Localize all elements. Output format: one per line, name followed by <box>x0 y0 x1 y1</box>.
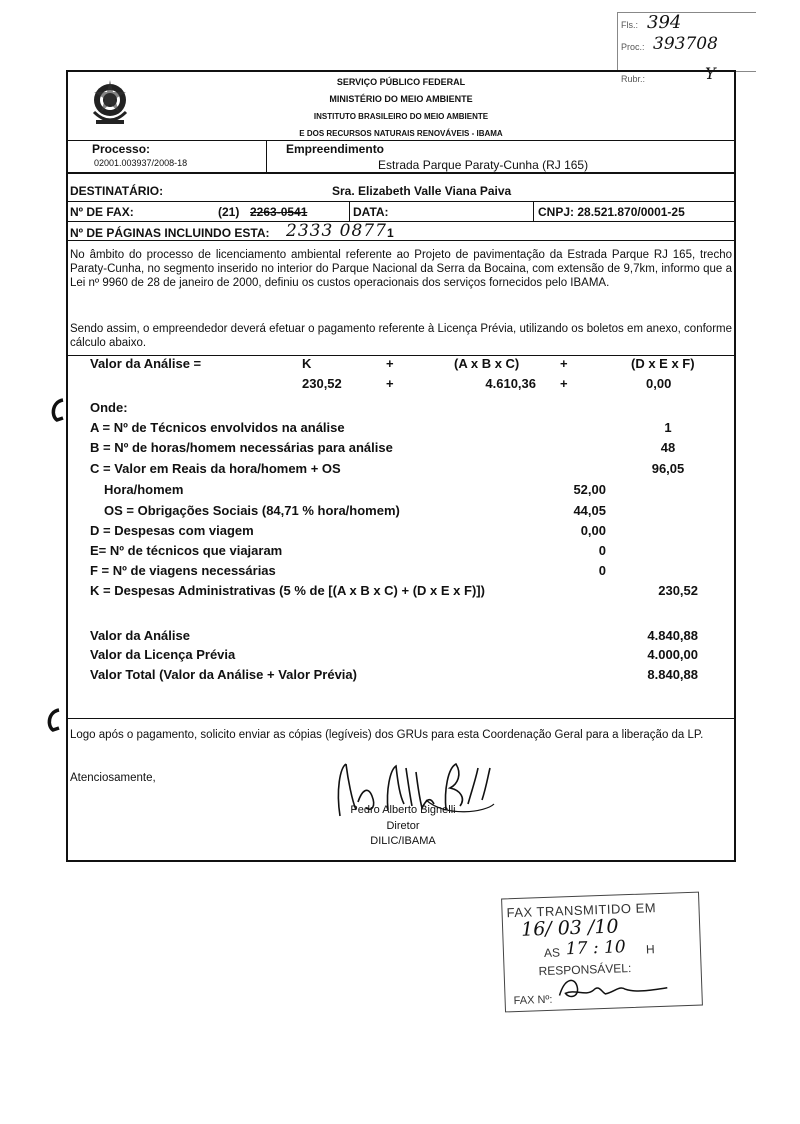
row-c-value: 96,05 <box>651 461 685 476</box>
fax-stamp-title: FAX TRANSMITIDO EM <box>506 900 657 921</box>
fax-divider-2 <box>533 201 534 221</box>
paginas-handwritten: 2333 0877 <box>286 221 387 241</box>
formula-label: Valor da Análise = <box>90 356 202 371</box>
destinatario-line <box>68 201 734 202</box>
row-d-value: 0,00 <box>580 523 606 538</box>
total-geral-label: Valor Total (Valor da Análise + Valor Prévia) <box>90 667 357 682</box>
stamp-proc-label: Proc.: <box>621 42 645 52</box>
fax-stamp-time: 17 : 10 <box>565 937 627 960</box>
body-paragraph-2: Sendo assim, o empreendedor deverá efetuar o pagamento referente à Licença Prévia, utilizando os boletos em anexo, conforme cálculo abaixo. <box>70 323 732 349</box>
fax-area-code: (21) <box>218 205 240 219</box>
def-value: 0,00 <box>646 376 672 391</box>
fax-line <box>68 221 734 222</box>
fax-number: 2263-0541 <box>250 205 308 219</box>
footer-paragraph: Logo após o pagamento, solicito enviar as cópias (legíveis) dos GRUs para esta Coordenação Geral para a liberação da LP. <box>70 729 704 741</box>
values-plus-2: + <box>560 376 568 391</box>
fax-stamp-signature <box>555 969 676 1003</box>
row-a-value: 1 <box>664 420 672 435</box>
row-os-label: OS = Obrigações Sociais (84,71 % hora/homem) <box>104 503 400 518</box>
formula-plus-2: + <box>560 356 568 371</box>
total-licenca-label: Valor da Licença Prévia <box>90 647 236 662</box>
row-os-value: 44,05 <box>573 503 606 518</box>
row-b-value: 48 <box>660 440 676 455</box>
header-divider <box>68 140 734 141</box>
fax-cover-frame <box>66 70 736 862</box>
stamp-proc-handwritten: 393708 <box>653 34 718 54</box>
empreendimento-label: Empreendimento <box>286 142 385 156</box>
row-e-label: E= Nº de técnicos que viajaram <box>90 543 283 558</box>
fax-stamp-responsavel: RESPONSÁVEL: <box>538 960 632 979</box>
total-geral-value: 8.840,88 <box>647 667 698 682</box>
processo-bottom-line <box>68 172 734 174</box>
destinatario-label: DESTINATÁRIO: <box>70 184 164 198</box>
row-f-label: F = Nº de viagens necessárias <box>90 563 276 578</box>
fax-stamp-fax-no: FAX Nº: <box>513 993 553 1008</box>
total-analise-label: Valor da Análise <box>90 628 190 643</box>
row-f-value: 0 <box>598 563 606 578</box>
closing-text: Atenciosamente, <box>70 772 156 784</box>
header-line-1: SERVIÇO PÚBLICO FEDERAL <box>336 77 466 87</box>
paginas-line <box>68 240 734 241</box>
destinatario-value: Sra. Elizabeth Valle Viana Paiva <box>332 184 512 198</box>
fax-label: Nº DE FAX: <box>70 205 134 219</box>
stamp-rubr-handwritten: Y <box>705 64 716 83</box>
row-k-value: 230,52 <box>658 583 698 598</box>
processo-label: Processo: <box>92 142 151 156</box>
header-line-4: E DOS RECURSOS NATURAIS RENOVÁVEIS - IBAMA <box>299 129 503 138</box>
row-b-label: B = Nº de horas/homem necessárias para análise <box>90 440 393 455</box>
empreendimento-value: Estrada Parque Paraty-Cunha (RJ 165) <box>378 158 589 172</box>
header-line-2: MINISTÉRIO DO MEIO AMBIENTE <box>329 94 473 104</box>
values-plus-1: + <box>386 376 394 391</box>
row-hora-label: Hora/homem <box>104 482 184 497</box>
formula-plus-1: + <box>386 356 394 371</box>
stamp-fls-label: Fls.: <box>621 20 638 30</box>
header-line-3: INSTITUTO BRASILEIRO DO MEIO AMBIENTE <box>313 112 489 121</box>
row-hora-value: 52,00 <box>573 482 606 497</box>
fax-stamp-as: AS <box>543 945 561 961</box>
formula-abc: (A x B x C) <box>454 356 520 371</box>
fax-stamp-h: H <box>645 942 655 957</box>
margin-mark-2 <box>44 706 64 736</box>
stamp-fls-handwritten: 394 <box>647 12 682 33</box>
fax-transmitted-stamp <box>501 892 703 1013</box>
total-analise-value: 4.840,88 <box>647 628 698 643</box>
onde-label: Onde: <box>90 400 128 415</box>
row-a-label: A = Nº de Técnicos envolvidos na análise <box>90 420 345 435</box>
signer-role: Diretor <box>386 820 420 832</box>
fax-divider-1 <box>349 201 350 221</box>
calc-bottom-line <box>68 718 734 719</box>
data-label: DATA: <box>353 205 389 219</box>
row-e-value: 0 <box>598 543 606 558</box>
row-d-label: D = Despesas com viagem <box>90 523 254 538</box>
paginas-value: 1 <box>387 226 394 240</box>
row-c-label: C = Valor em Reais da hora/homem + OS <box>90 461 341 476</box>
abc-value: 4.610,36 <box>485 376 536 391</box>
stamp-rubr-label: Rubr.: <box>621 74 646 84</box>
processo-divider <box>266 140 267 172</box>
row-k-label: K = Despesas Administrativas (5 % de [(A x B x C) + (D x E x F)]) <box>90 583 485 598</box>
total-licenca-value: 4.000,00 <box>647 647 698 662</box>
fax-stamp-date: 16/ 03 /10 <box>520 915 619 941</box>
k-value: 230,52 <box>302 376 342 391</box>
body-paragraph-1: No âmbito do processo de licenciamento ambiental referente ao Projeto de pavimentação da Estrada Parque RJ 165, trecho Paraty-Cunha, no segmento inserido no interior do Parque Nacional da Serra da Bocaina, com extensão de 9,7km, informo que a Lei nº 9960 de 28 de janeiro de 2000, definiu os custos operacionais dos serviços fornecidos pelo IBAMA. <box>70 249 732 289</box>
paginas-label: Nº DE PÁGINAS INCLUINDO ESTA: <box>70 226 270 240</box>
signer-unit: DILIC/IBAMA <box>370 835 436 847</box>
signer-name: Pedro Alberto Bignelli <box>350 804 456 816</box>
cnpj-value: CNPJ: 28.521.870/0001-25 <box>538 205 685 219</box>
processo-number: 02001.003937/2008-18 <box>94 158 188 168</box>
formula-k: K <box>302 356 312 371</box>
margin-mark-1 <box>48 396 68 426</box>
formula-def: (D x E x F) <box>631 356 695 371</box>
